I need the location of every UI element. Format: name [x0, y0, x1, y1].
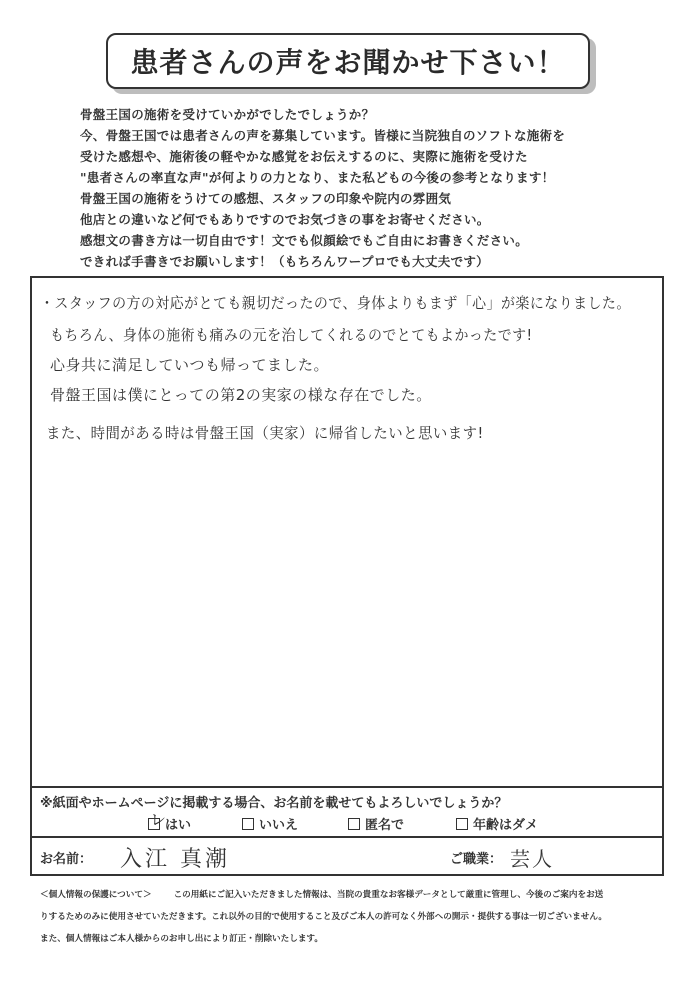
- option-anonymous-label: 匿名で: [365, 818, 405, 833]
- option-yes-label: はい: [165, 818, 192, 833]
- intro-line: 骨盤王国の施術を受けていかがでしたでしょうか？: [80, 107, 375, 122]
- intro-line: 受けた感想や、施術後の軽やかな感覚をお伝えするのに、実際に施術を受けた: [80, 149, 528, 164]
- intro-line: 今、骨盤王国では患者さんの声を募集しています。皆様に当院独自のソフトな施術を: [80, 128, 566, 143]
- option-yes[interactable]: [148, 809, 192, 833]
- checkbox-anonymous[interactable]: [348, 818, 360, 830]
- option-no[interactable]: [242, 814, 298, 833]
- consent-options: [32, 809, 662, 834]
- privacy-line: また、個人情報はご本人様からのお申し出により訂正・削除いたします。: [40, 934, 323, 944]
- title-box: [106, 33, 590, 89]
- comment-area[interactable]: [32, 278, 662, 786]
- option-no-age[interactable]: [456, 814, 538, 833]
- comment-line: ・スタッフの方の対応がとても親切だったので、身体よりもまず「心」が楽になりました。: [40, 294, 631, 312]
- privacy-text: この用紙にご記入いただきました情報は、当院の貴重なお客様データとして厳重に管理し、今後のご案内をお送: [173, 890, 604, 900]
- option-no-label: いいえ: [259, 818, 299, 833]
- comment-line: 骨盤王国は僕にとっての第2の実家の様な存在でした。: [50, 386, 432, 404]
- page-title: 患者さんの声をお聞かせ下さい！: [130, 46, 566, 79]
- option-no-age-label: 年齢はダメ: [473, 818, 539, 833]
- option-anonymous[interactable]: [348, 814, 404, 833]
- intro-line: できれば手書きでお願いします！（もちろんワープロでも大丈夫です）: [80, 254, 489, 269]
- comment-line: また、時間がある時は骨盤王国（実家）に帰省したいと思います!: [46, 424, 484, 442]
- privacy-heading: ＜個人情報の保護について＞: [40, 890, 152, 900]
- name-row: [32, 838, 662, 874]
- comment-line: もちろん、身体の施術も痛みの元を治してくれるのでとてもよかったです!: [50, 326, 533, 344]
- intro-line: "患者さんの率直な声"が何よりの力となり、また私どもの今後の参考となります！: [80, 170, 555, 185]
- feedback-form: [30, 276, 664, 876]
- checkmark-icon: レ: [150, 809, 167, 829]
- checkbox-no[interactable]: [242, 818, 254, 830]
- intro-line: 他店との違いなど何でもありですのでお気づきの事をお寄せください。: [80, 212, 490, 227]
- name-field[interactable]: 入江 真潮: [120, 847, 230, 872]
- checkbox-yes[interactable]: [148, 809, 167, 830]
- intro-line: 感想文の書き方は一切自由です！文でも似顔絵でもご自由にお書きください。: [80, 233, 529, 248]
- name-label: お名前：: [40, 852, 93, 867]
- privacy-line: りするためのみに使用させていただきます。これ以外の目的で使用すること及びご本人の許可なく外部への開示・提供する事は一切ございません。: [40, 912, 608, 922]
- occupation-label: ご職業：: [450, 852, 503, 867]
- divider: [32, 786, 662, 788]
- intro-text: [80, 104, 680, 272]
- checkbox-no-age[interactable]: [456, 818, 468, 830]
- consent-question: ※紙面やホームページに掲載する場合、お名前を載せてもよろしいでしょうか？: [40, 796, 508, 811]
- occupation-field[interactable]: 芸人: [510, 847, 554, 871]
- privacy-line: [40, 884, 680, 906]
- intro-line: 骨盤王国の施術をうけての感想、スタッフの印象や院内の雰囲気: [80, 191, 452, 206]
- privacy-notice: [40, 884, 680, 950]
- comment-line: 心身共に満足していつも帰ってました。: [50, 356, 330, 374]
